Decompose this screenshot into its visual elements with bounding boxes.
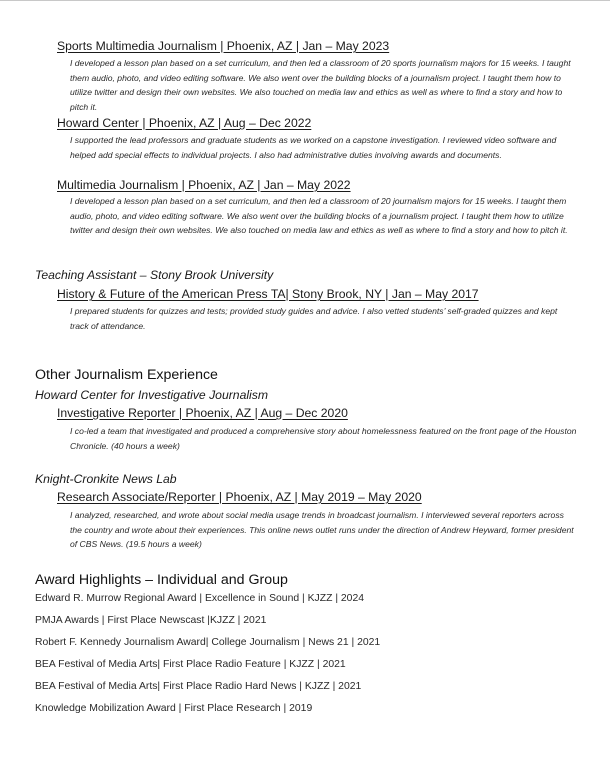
job-description-sports-multimedia: I developed a lesson plan based on a set curriculum, and then led a classroom of 20 sports journalism majors for 15 weeks. I taught them audio, photo, and video editing software. We also went over the building blocks of a journalism project. I taught them how to utilize twitter and design their own websites. We also touched on media law and ethics as well as where to find a story and how to pitch it.	[70, 58, 571, 112]
job-description-research-associate: I analyzed, researched, and wrote about social media usage trends in broadcast journalism. I interviewed several reporters across the country and wrote about their experiences. This online news outlet runs under the direction of Andrew Heyward, former president of CBS News. (19.5 hours a week)	[70, 510, 574, 550]
award-item: PMJA Awards | First Place Newscast |KJZZ | 2021	[35, 615, 267, 626]
job-description-howard-center: I supported the lead professors and graduate students as we worked on a capstone investigation. I reviewed video software and helped add special effects to individual projects. I also had administrative duties involving awards and documents.	[70, 135, 557, 160]
job-description-american-press-ta: I prepared students for quizzes and tests; provided study guides and advice. I also vetted students’ self-graded quizzes and kept track of attendance.	[70, 306, 558, 331]
org-teaching-assistant: Teaching Assistant – Stony Brook University	[35, 268, 274, 282]
page-top-border	[0, 0, 610, 1]
job-title-investigative-reporter: Investigative Reporter | Phoenix, AZ | Aug – Dec 2020	[57, 406, 348, 420]
job-title-multimedia-journalism: Multimedia Journalism | Phoenix, AZ | Jan – May 2022	[57, 178, 351, 192]
job-description-investigative-reporter: I co-led a team that investigated and produced a comprehensive story about homelessness featured on the front page of the Houston Chronicle. (40 hours a week)	[70, 426, 577, 451]
award-item: BEA Festival of Media Arts| First Place Radio Feature | KJZZ | 2021	[35, 659, 346, 670]
award-item: BEA Festival of Media Arts| First Place Radio Hard News | KJZZ | 2021	[35, 681, 362, 692]
job-title-howard-center: Howard Center | Phoenix, AZ | Aug – Dec 2022	[57, 116, 312, 130]
section-heading-awards: Award Highlights – Individual and Group	[35, 572, 288, 588]
section-heading-other-experience: Other Journalism Experience	[35, 367, 218, 383]
job-title-american-press-ta: History & Future of the American Press TA| Stony Brook, NY | Jan – May 2017	[57, 287, 479, 301]
org-howard-center: Howard Center for Investigative Journalism	[35, 388, 269, 402]
job-title-sports-multimedia: Sports Multimedia Journalism | Phoenix, AZ | Jan – May 2023	[57, 39, 390, 53]
job-title-research-associate: Research Associate/Reporter | Phoenix, AZ | May 2019 – May 2020	[57, 490, 422, 504]
org-knight-cronkite: Knight-Cronkite News Lab	[35, 472, 177, 486]
award-item: Robert F. Kennedy Journalism Award| College Journalism | News 21 | 2021	[35, 637, 381, 648]
award-item: Edward R. Murrow Regional Award | Excellence in Sound | KJZZ | 2024	[35, 593, 365, 604]
job-description-multimedia-journalism: I developed a lesson plan based on a set curriculum, and then led a classroom of 20 journalism majors for 15 weeks. I taught them audio, photo, and video editing software. We also went over the building blocks of a journalism project. I taught them how to utilize twitter and design their own websites. We also touched on media law and ethics as well as where to find a story and how to pitch it.	[70, 196, 568, 236]
award-item: Knowledge Mobilization Award | First Place Research | 2019	[35, 703, 313, 714]
